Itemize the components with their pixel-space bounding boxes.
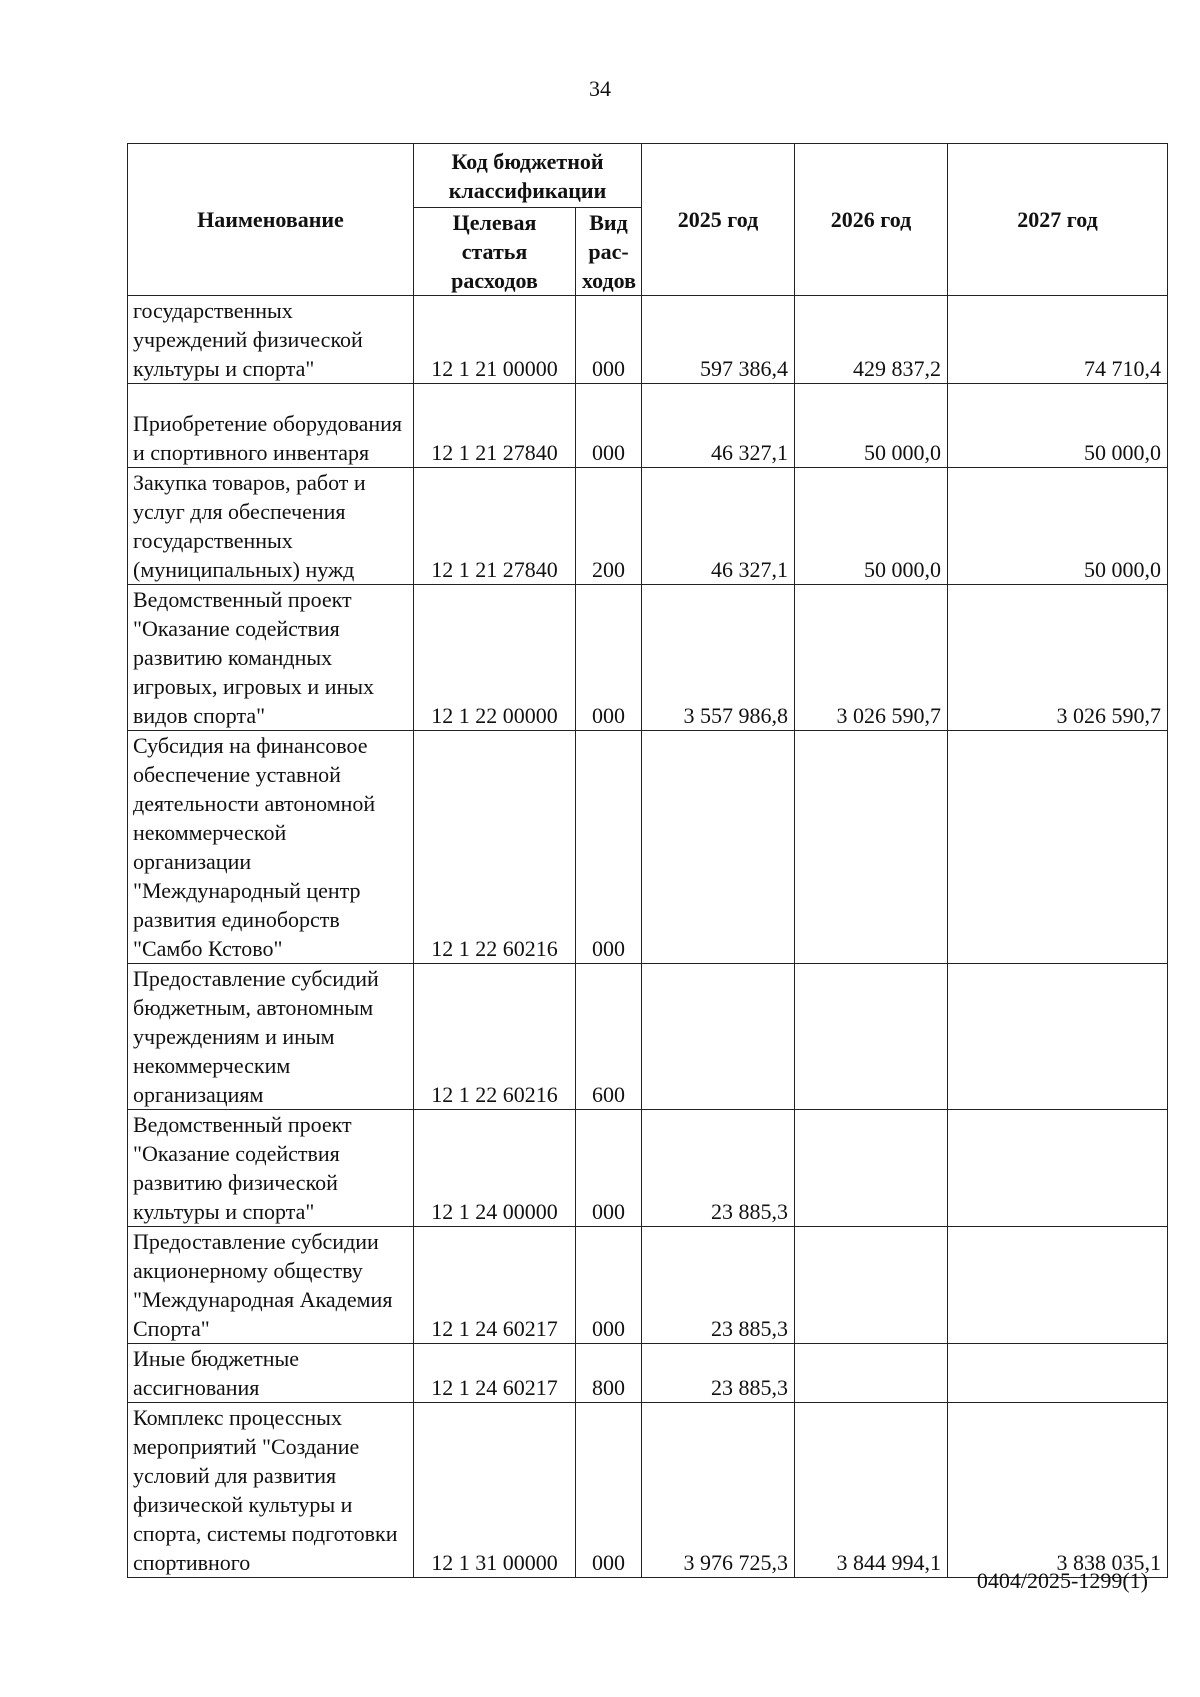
cell-name: Приобретение оборудования и спортивного инвентаря xyxy=(128,384,414,468)
table-row xyxy=(128,1227,1168,1344)
cell-code: 12 1 21 27840 xyxy=(414,468,576,585)
cell-y2025: 3 976 725,3 xyxy=(642,1403,795,1578)
cell-y2025: 23 885,3 xyxy=(642,1110,795,1227)
cell-y2025: 46 327,1 xyxy=(642,384,795,468)
cell-name: Ведомственный проект "Оказание содействия развитию командных игровых, игровых и иных видов спорта" xyxy=(128,585,414,731)
cell-kind: 000 xyxy=(576,384,642,468)
table-row xyxy=(128,585,1168,731)
cell-y2027: 74 710,4 xyxy=(948,296,1168,384)
cell-y2027 xyxy=(948,964,1168,1110)
cell-name: Предоставление субсидии акционерному обществу "Международная Академия Спорта" xyxy=(128,1227,414,1344)
cell-y2027 xyxy=(948,731,1168,964)
table-row xyxy=(128,964,1168,1110)
cell-name: Субсидия на финансовое обеспечение уставной деятельности автономной некоммерческой организации "Международный центр развития единоборств "Самбо Кстово" xyxy=(128,731,414,964)
cell-y2026 xyxy=(795,1110,948,1227)
cell-y2025 xyxy=(642,964,795,1110)
header-2026: 2026 год xyxy=(795,144,948,296)
cell-y2026: 429 837,2 xyxy=(795,296,948,384)
cell-kind: 600 xyxy=(576,964,642,1110)
header-code-group: Код бюджетной классификации xyxy=(414,144,642,208)
cell-y2025: 597 386,4 xyxy=(642,296,795,384)
cell-code: 12 1 21 00000 xyxy=(414,296,576,384)
cell-code: 12 1 24 60217 xyxy=(414,1227,576,1344)
cell-name: Закупка товаров, работ и услуг для обеспечения государственных (муниципальных) нужд xyxy=(128,468,414,585)
table-row xyxy=(128,1403,1168,1578)
budget-table xyxy=(127,143,1168,1578)
cell-kind: 000 xyxy=(576,585,642,731)
cell-y2025: 46 327,1 xyxy=(642,468,795,585)
table-row xyxy=(128,1110,1168,1227)
cell-code: 12 1 24 60217 xyxy=(414,1344,576,1403)
cell-kind: 000 xyxy=(576,1227,642,1344)
cell-name: Ведомственный проект "Оказание содействия развитию физической культуры и спорта" xyxy=(128,1110,414,1227)
cell-kind: 000 xyxy=(576,731,642,964)
cell-name: Предоставление субсидий бюджетным, автономным учреждениям и иным некоммерческим организациям xyxy=(128,964,414,1110)
cell-y2026: 50 000,0 xyxy=(795,468,948,585)
cell-y2025: 3 557 986,8 xyxy=(642,585,795,731)
cell-y2026: 3 026 590,7 xyxy=(795,585,948,731)
document-code: 0404/2025-1299(1) xyxy=(976,1568,1148,1593)
cell-y2026: 3 844 994,1 xyxy=(795,1403,948,1578)
table-row xyxy=(128,468,1168,585)
cell-kind: 000 xyxy=(576,1403,642,1578)
cell-y2025: 23 885,3 xyxy=(642,1344,795,1403)
cell-name: государственных учреждений физической культуры и спорта" xyxy=(128,296,414,384)
cell-y2026 xyxy=(795,1344,948,1403)
cell-y2025 xyxy=(642,731,795,964)
cell-y2027: 3 838 035,1 xyxy=(948,1403,1168,1578)
cell-name: Комплекс процессных мероприятий "Создание условий для развития физической культуры и спорта, системы подготовки спортивного xyxy=(128,1403,414,1578)
cell-kind: 200 xyxy=(576,468,642,585)
table-row xyxy=(128,296,1168,384)
cell-kind: 000 xyxy=(576,1110,642,1227)
cell-y2027: 50 000,0 xyxy=(948,468,1168,585)
header-2027: 2027 год xyxy=(948,144,1168,296)
cell-y2027: 3 026 590,7 xyxy=(948,585,1168,731)
cell-code: 12 1 22 60216 xyxy=(414,731,576,964)
cell-y2026 xyxy=(795,964,948,1110)
cell-code: 12 1 22 00000 xyxy=(414,585,576,731)
cell-name: Иные бюджетные ассигнования xyxy=(128,1344,414,1403)
cell-y2027 xyxy=(948,1344,1168,1403)
cell-y2026: 50 000,0 xyxy=(795,384,948,468)
table-row xyxy=(128,1344,1168,1403)
header-expense-type: Вид рас-ходов xyxy=(576,208,642,296)
table-row xyxy=(128,384,1168,468)
cell-y2025: 23 885,3 xyxy=(642,1227,795,1344)
cell-y2027: 50 000,0 xyxy=(948,384,1168,468)
cell-code: 12 1 24 00000 xyxy=(414,1110,576,1227)
cell-code: 12 1 31 00000 xyxy=(414,1403,576,1578)
cell-kind: 000 xyxy=(576,296,642,384)
table-row xyxy=(128,731,1168,964)
cell-code: 12 1 22 60216 xyxy=(414,964,576,1110)
cell-kind: 800 xyxy=(576,1344,642,1403)
cell-code: 12 1 21 27840 xyxy=(414,384,576,468)
header-target-article: Целевая статья расходов xyxy=(414,208,576,296)
cell-y2027 xyxy=(948,1110,1168,1227)
cell-y2027 xyxy=(948,1227,1168,1344)
cell-y2026 xyxy=(795,1227,948,1344)
cell-y2026 xyxy=(795,731,948,964)
page-number: 34 xyxy=(589,76,611,101)
header-2025: 2025 год xyxy=(642,144,795,296)
header-name: Наименование xyxy=(128,144,414,296)
